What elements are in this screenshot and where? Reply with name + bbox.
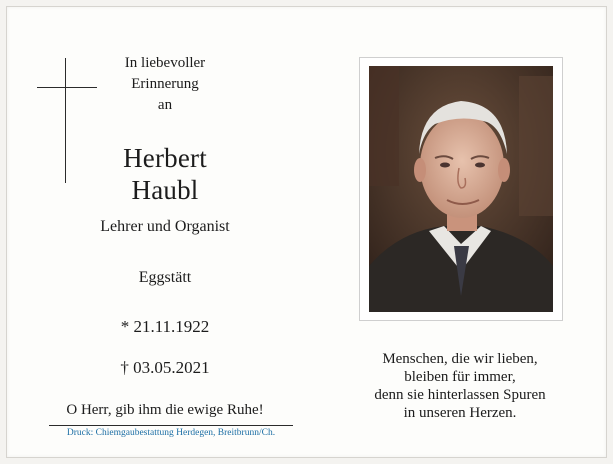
intro-line-2: Erinnerung	[131, 76, 199, 92]
profession: Lehrer und Organist	[100, 218, 230, 235]
intro-line-1: In liebevoller	[124, 55, 206, 71]
verse-line-3: denn sie hinterlassen Spuren	[374, 387, 546, 403]
portrait-frame	[359, 57, 563, 321]
divider-line	[49, 425, 293, 426]
verse-line-2: bleiben für immer,	[404, 369, 516, 385]
memorial-card	[6, 6, 607, 458]
death-date: † 03.05.2021	[120, 358, 210, 377]
verse-line-4: in unseren Herzen.	[403, 405, 517, 421]
first-name: Herbert	[123, 143, 207, 173]
birth-date: * 21.11.1922	[120, 317, 210, 336]
last-name: Haubl	[131, 175, 199, 205]
portrait-illustration	[369, 66, 553, 312]
intro-line-3: an	[157, 97, 173, 113]
intro-text	[45, 53, 285, 116]
blessing-text: O Herr, gib ihm die ewige Ruhe!	[66, 402, 264, 418]
memorial-verse	[359, 350, 561, 422]
portrait-photo	[369, 66, 553, 312]
place: Eggstätt	[138, 269, 192, 286]
printer-credit: Druck: Chiemgaubestattung Herdegen, Breitbrunn/Ch.	[66, 428, 276, 438]
verse-line-1: Menschen, die wir lieben,	[382, 351, 538, 367]
deceased-name	[45, 142, 285, 206]
